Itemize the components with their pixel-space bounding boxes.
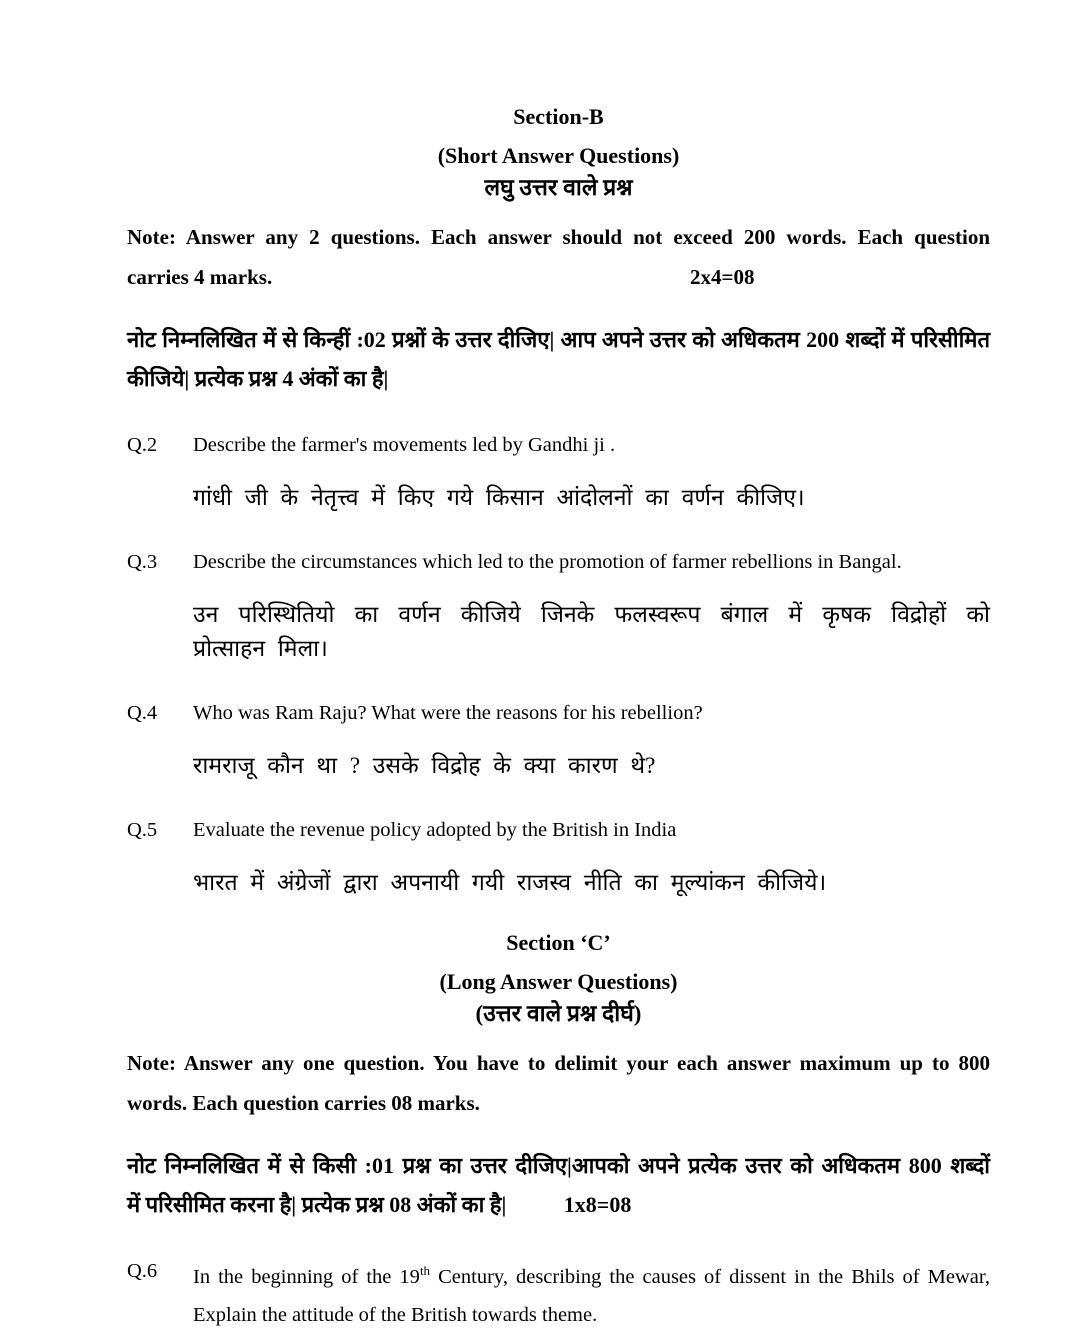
question-q4-number: Q.4 xyxy=(127,702,158,724)
section-c-note-hi xyxy=(127,1146,990,1224)
section-b-note-line2-text: carries 4 marks. xyxy=(127,265,273,289)
section-b-subtitle-en: (Short Answer Questions) xyxy=(437,143,680,168)
question-q6-text-before: In the beginning of the 19 xyxy=(193,1266,420,1288)
question-q2-english xyxy=(127,432,990,458)
question-q5-number: Q.5 xyxy=(127,819,158,841)
question-q5-hindi: भारत में अंग्रेजों द्वारा अपनायी गयी राजस्व नीति का मूल्यांकन कीजिये। xyxy=(193,870,827,895)
question-q4-hindi: रामराजू कौन था ? उसके विद्रोह के क्या कारण थे? xyxy=(193,753,656,778)
section-c-note-line2: words. Each question carries 08 marks. xyxy=(127,1091,480,1115)
section-b-note xyxy=(127,217,990,297)
question-q5-english xyxy=(127,817,990,843)
question-q6-text xyxy=(193,1258,990,1334)
question-q5 xyxy=(127,817,990,900)
section-c-note-hi-line1: नोट निम्नलिखित में से किसी :01 प्रश्न का उत्तर दीजिए|आपको अपने प्रत्येक उत्तर को अधिकतम 800 शब्दों xyxy=(127,1153,990,1178)
section-c-subtitle-en: (Long Answer Questions) xyxy=(439,969,678,994)
question-q2 xyxy=(127,432,990,515)
section-b-subtitle-hi: लघु उत्तर वाले प्रश्न xyxy=(484,175,633,200)
section-c-marks: 1x8=08 xyxy=(563,1192,632,1217)
question-q2-number: Q.2 xyxy=(127,434,158,456)
question-q5-text: Evaluate the revenue policy adopted by the British in India xyxy=(193,819,677,841)
question-q6-superscript: th xyxy=(419,1263,431,1279)
question-q6-text-after: Century, describing the causes of dissent in the Bhils of Mewar, Explain the attitude of the British towards theme. xyxy=(193,1266,991,1326)
question-q3-english xyxy=(127,549,990,575)
question-q6 xyxy=(127,1258,990,1334)
question-q6-english xyxy=(127,1258,990,1334)
section-c-subtitle-hi: (उत्तर वाले प्रश्न दीर्घ) xyxy=(475,1001,642,1026)
section-c-title: Section ‘C’ xyxy=(506,930,611,955)
section-c-note xyxy=(127,1043,990,1123)
section-b-note-hi: नोट निम्नलिखित में से किन्हीं :02 प्रश्नों के उत्तर दीजिए| आप अपने उत्तर को अधिकतम 200 शब्दों में परिसीमित कीजिये| प्रत्येक प्रश्न 4 अंकों का है| xyxy=(127,327,990,391)
section-b-marks: 2x4=08 xyxy=(690,265,755,289)
question-q4 xyxy=(127,700,990,783)
section-b-note-line1: Note: Answer any 2 questions. Each answer should not exceed 200 words. Each question xyxy=(127,225,990,249)
question-q2-hindi: गांधी जी के नेतृत्त्व में किए गये किसान आंदोलनों का वर्णन कीजिए। xyxy=(193,485,805,510)
section-c-note-hi-line2 xyxy=(127,1185,990,1224)
question-q3 xyxy=(127,549,990,666)
section-b-note-line2 xyxy=(127,257,990,297)
question-q4-english xyxy=(127,700,990,726)
question-q3-text: Describe the circumstances which led to the promotion of farmer rebellions in Bangal. xyxy=(193,551,902,573)
section-b-title: Section-B xyxy=(513,104,604,129)
question-q2-text: Describe the farmer's movements led by Gandhi ji . xyxy=(193,434,616,456)
section-c-note-line1: Note: Answer any one question. You have to delimit your each answer maximum up to 800 xyxy=(127,1051,990,1075)
section-c-note-hi-line2-text: में परिसीमित करना है| प्रत्येक प्रश्न 08 अंकों का है| xyxy=(127,1192,507,1217)
question-q3-hindi: उन परिस्थितियो का वर्णन कीजिये जिनके फलस्वरूप बंगाल में कृषक विद्रोहों को प्रोत्साहन मिला। xyxy=(193,602,990,661)
question-q3-number: Q.3 xyxy=(127,551,158,573)
question-q6-number: Q.6 xyxy=(127,1260,158,1282)
question-q4-text: Who was Ram Raju? What were the reasons for his rebellion? xyxy=(193,702,703,724)
